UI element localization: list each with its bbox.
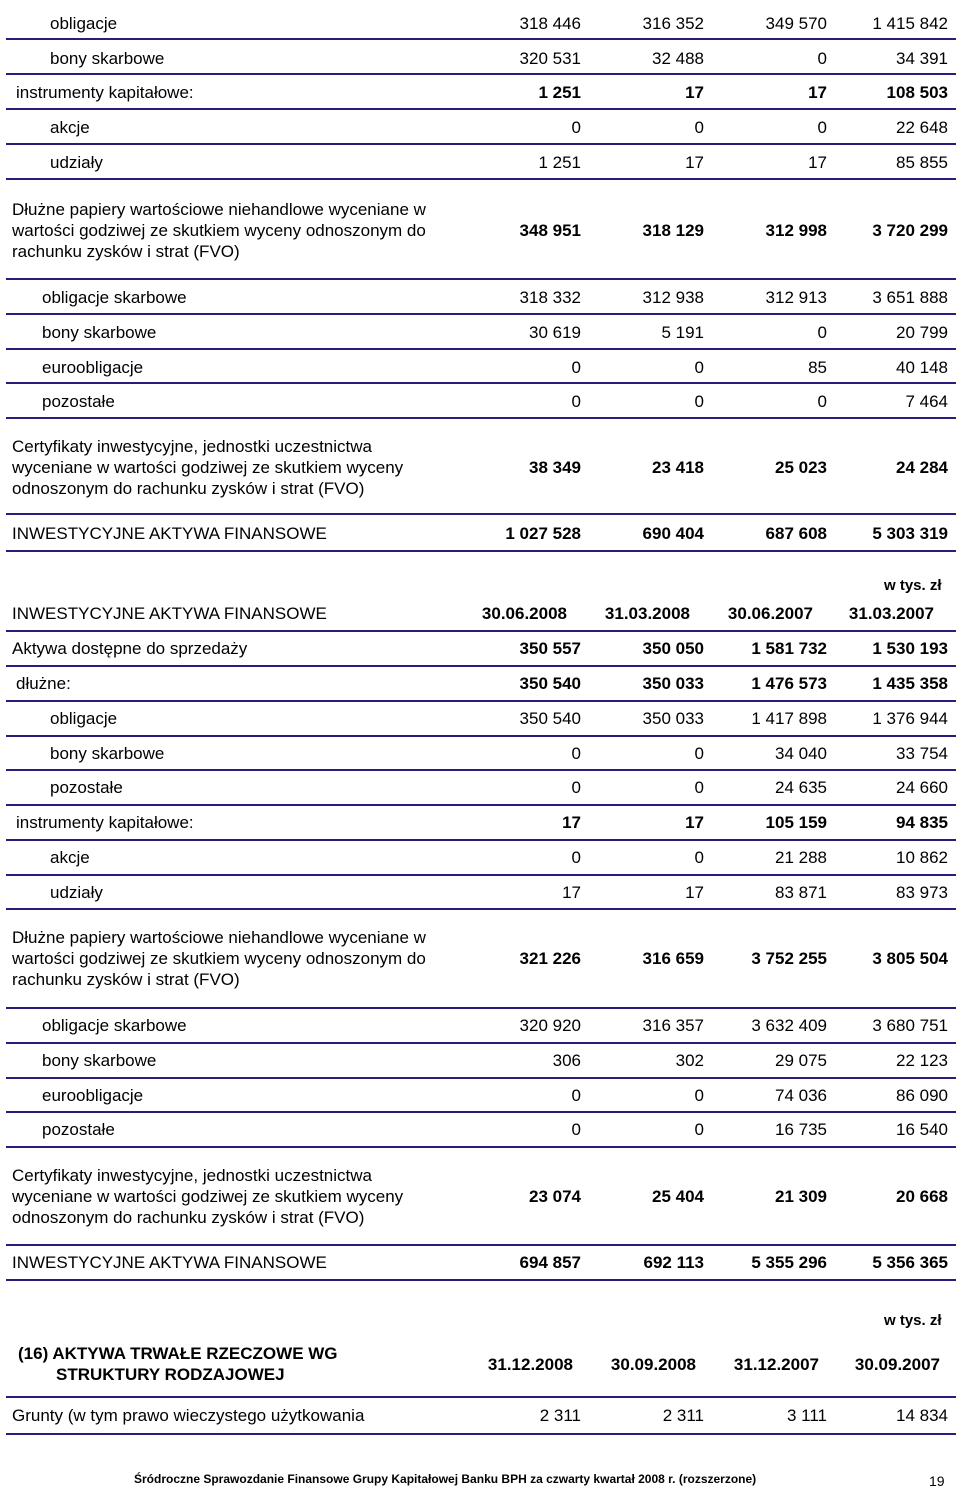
row-label: obligacje: [50, 13, 118, 33]
row-label: Aktywa dostępne do sprzedaży: [12, 639, 248, 658]
value-cell: 0: [571, 392, 581, 411]
table-row: [6, 876, 956, 910]
row-label: udziały: [50, 153, 103, 172]
table-row: [6, 8, 956, 40]
value-cell: 0: [571, 778, 581, 797]
value-cell: 312 938: [642, 288, 704, 307]
value-cell: 94 835: [896, 813, 948, 832]
row-label-line: STRUKTURY RODZAJOWEJ: [56, 1365, 285, 1384]
value-cell: 3 805 504: [872, 949, 948, 968]
table-row: [6, 702, 956, 737]
row-label: instrumenty kapitałowe:: [16, 83, 194, 102]
value-cell: 22 648: [896, 118, 948, 137]
value-cell: 320 920: [519, 1016, 581, 1035]
table-row: [6, 737, 956, 771]
value-cell: 5 191: [661, 323, 704, 342]
value-cell: 85: [808, 357, 827, 377]
value-cell: 0: [571, 357, 581, 377]
value-cell: 31.03.2007: [848, 603, 934, 623]
value-cell: 34 391: [896, 48, 948, 68]
value-cell: 1 435 358: [872, 674, 948, 693]
value-cell: 32 488: [652, 48, 704, 68]
value-cell: 3 720 299: [872, 220, 948, 240]
table-row: [6, 806, 956, 841]
value-cell: 306: [552, 1051, 581, 1070]
value-cell: 30.06.2007: [727, 603, 813, 623]
value-cell: 0: [571, 1120, 581, 1139]
value-cell: 31.12.2008: [487, 1354, 573, 1374]
row-label: udziały: [50, 882, 103, 902]
table-header: [6, 596, 956, 632]
row-label: pozostałe: [42, 1120, 115, 1139]
value-cell: 108 503: [886, 83, 948, 102]
value-cell: 86 090: [896, 1085, 948, 1105]
row-label: Dłużne papiery wartościowe niehandlowe wyceniane w wartości godziwej ze skutkiem wyceny odnoszonym do rachunku zysków i strat (FVO): [12, 928, 426, 989]
table-row: [6, 667, 956, 702]
value-cell: 10 862: [896, 848, 948, 867]
table-row: [6, 352, 956, 384]
row-label: akcje: [50, 848, 90, 867]
table-row: [6, 147, 956, 180]
value-cell: 23 074: [529, 1186, 581, 1206]
table-row: [6, 386, 956, 419]
value-cell: 0: [571, 1085, 581, 1105]
table-row: [6, 1113, 956, 1148]
value-cell: 21 288: [775, 848, 827, 867]
value-cell: 21 309: [775, 1186, 827, 1206]
value-cell: 694 857: [519, 1253, 581, 1272]
value-cell: 83 871: [775, 882, 827, 902]
value-cell: 0: [817, 392, 827, 411]
row-label: Certyfikaty inwestycyjne, jednostki uczestnictwa wyceniane w wartości godziwej ze skutkiem wyceny odnoszonym do rachunku zysków i strat (FVO): [12, 1165, 404, 1227]
value-cell: 24 660: [896, 778, 948, 797]
value-cell: 302: [675, 1051, 704, 1070]
row-label: Dłużne papiery wartościowe niehandlowe wyceniane w wartości godziwej ze skutkiem wyceny odnoszonym do rachunku zysków i strat (FVO): [12, 199, 426, 261]
value-cell: 0: [694, 743, 704, 763]
value-cell: 0: [817, 323, 827, 342]
value-cell: 690 404: [642, 524, 704, 543]
value-cell: 1 027 528: [505, 524, 581, 543]
value-cell: 24 284: [896, 457, 948, 477]
value-cell: 321 226: [519, 949, 581, 968]
value-cell: 31.03.2008: [604, 603, 690, 623]
value-cell: 1 376 944: [872, 709, 948, 728]
table-row: [6, 1398, 956, 1435]
row-label: dłużne:: [16, 674, 71, 693]
value-cell: 3 680 751: [872, 1016, 948, 1035]
value-cell: 16 540: [896, 1120, 948, 1139]
value-cell: 0: [694, 1120, 704, 1139]
table-row: [6, 771, 956, 806]
value-cell: 20 668: [896, 1186, 948, 1206]
row-label: bony skarbowe: [50, 48, 165, 68]
value-cell: 3 632 409: [751, 1016, 827, 1035]
row-label: obligacje skarbowe: [42, 1016, 187, 1035]
value-cell: 25 404: [652, 1186, 704, 1206]
value-cell: 31.12.2007: [733, 1354, 819, 1374]
row-label: Certyfikaty inwestycyjne, jednostki uczestnictwa wyceniane w wartości godziwej ze skutkiem wyceny odnoszonym do rachunku zysków i strat (FVO): [12, 436, 404, 498]
table-row: [6, 1079, 956, 1113]
row-label: instrumenty kapitałowe:: [16, 813, 194, 832]
table-row: [6, 43, 956, 75]
row-label-line: (16) AKTYWA TRWAŁE RZECZOWE WG: [18, 1344, 338, 1363]
value-cell: 350 540: [519, 674, 581, 693]
value-cell: 312 998: [765, 220, 827, 240]
value-cell: 1 476 573: [751, 674, 827, 693]
row-label: pozostałe: [50, 778, 123, 797]
value-cell: 17: [685, 153, 704, 172]
value-cell: 2 311: [539, 1406, 581, 1425]
value-cell: 5 355 296: [751, 1253, 827, 1272]
row-label: INWESTYCYJNE AKTYWA FINANSOWE: [12, 524, 327, 543]
value-cell: 1 581 732: [751, 639, 827, 658]
value-cell: 38 349: [529, 457, 581, 477]
value-cell: 350 540: [519, 709, 581, 728]
table-row: [6, 1009, 956, 1044]
value-cell: 0: [571, 118, 581, 137]
value-cell: 5 303 319: [872, 524, 948, 543]
value-cell: 17: [808, 83, 827, 102]
value-cell: 74 036: [775, 1085, 827, 1105]
value-cell: 350 557: [519, 639, 581, 658]
value-cell: 348 951: [519, 220, 581, 240]
table-row: [6, 841, 956, 876]
table-row: [6, 182, 956, 280]
value-cell: 30.09.2008: [610, 1354, 696, 1374]
value-cell: 22 123: [896, 1051, 948, 1070]
value-cell: 0: [571, 743, 581, 763]
value-cell: 16 735: [775, 1120, 827, 1139]
value-cell: 0: [694, 392, 704, 411]
value-cell: 105 159: [765, 813, 827, 832]
table-row: [6, 282, 956, 315]
value-cell: 34 040: [775, 743, 827, 763]
table-row: [6, 77, 956, 110]
row-label: bony skarbowe: [50, 743, 165, 763]
value-cell: 30.06.2008: [481, 603, 567, 623]
value-cell: 20 799: [896, 323, 948, 342]
value-cell: 0: [694, 118, 704, 137]
value-cell: 3 651 888: [872, 288, 948, 307]
row-label: euroobligacje: [42, 357, 144, 377]
value-cell: 83 973: [896, 882, 948, 902]
value-cell: 30.09.2007: [854, 1354, 940, 1374]
value-cell: 17: [562, 813, 581, 832]
value-cell: 29 075: [775, 1051, 827, 1070]
value-cell: 2 311: [662, 1406, 704, 1425]
row-label: obligacje skarbowe: [42, 288, 187, 307]
value-cell: 5 356 365: [872, 1253, 948, 1272]
value-cell: 320 531: [519, 48, 581, 68]
value-cell: 0: [694, 1085, 704, 1105]
row-label: INWESTYCYJNE AKTYWA FINANSOWE: [12, 1253, 327, 1272]
value-cell: 0: [694, 357, 704, 377]
row-label: [6, 1332, 446, 1396]
value-cell: 318 446: [519, 13, 581, 33]
value-cell: 687 608: [765, 524, 827, 543]
table-row: [6, 1148, 956, 1246]
value-cell: 316 352: [642, 13, 704, 33]
value-cell: 350 050: [642, 639, 704, 658]
value-cell: 85 855: [896, 153, 948, 172]
value-cell: 17: [685, 83, 704, 102]
table-row: [6, 1044, 956, 1079]
table-header: [6, 1332, 956, 1398]
value-cell: 17: [685, 813, 704, 832]
unit-label-bottom: w tys. zł: [884, 1312, 942, 1329]
value-cell: 318 332: [519, 288, 581, 307]
value-cell: 350 033: [642, 709, 704, 728]
value-cell: 14 834: [896, 1406, 948, 1425]
value-cell: 17: [808, 153, 827, 172]
value-cell: 23 418: [652, 457, 704, 477]
table-row: [6, 112, 956, 145]
value-cell: 316 659: [642, 949, 704, 968]
value-cell: 350 033: [642, 674, 704, 693]
value-cell: 3 111: [786, 1406, 827, 1425]
table-row: [6, 421, 956, 515]
row-label: bony skarbowe: [42, 323, 157, 342]
value-cell: 318 129: [642, 220, 704, 240]
unit-label-middle: w tys. zł: [884, 577, 942, 594]
value-cell: 0: [694, 848, 704, 867]
row-label: obligacje: [50, 709, 118, 728]
value-cell: 1 251: [538, 83, 581, 102]
value-cell: 0: [817, 48, 827, 68]
table-row: [6, 317, 956, 350]
footer-text: Śródroczne Sprawozdanie Finansowe Grupy Kapitałowej Banku BPH za czwarty kwartał 2008 r. (rozszerzone): [134, 1472, 757, 1486]
value-cell: 7 464: [905, 392, 948, 411]
value-cell: 1 251: [538, 153, 581, 172]
value-cell: 1 530 193: [872, 639, 948, 658]
value-cell: 33 754: [896, 743, 948, 763]
value-cell: 30 619: [529, 323, 581, 342]
value-cell: 25 023: [775, 457, 827, 477]
page-number: 19: [929, 1473, 945, 1489]
value-cell: 40 148: [896, 357, 948, 377]
row-label: INWESTYCYJNE AKTYWA FINANSOWE: [12, 603, 327, 623]
row-label: Grunty (w tym prawo wieczystego użytkowania: [12, 1406, 365, 1425]
value-cell: 0: [694, 778, 704, 797]
row-label: akcje: [50, 118, 90, 137]
row-label: euroobligacje: [42, 1085, 144, 1105]
value-cell: 0: [817, 118, 827, 137]
row-label: bony skarbowe: [42, 1051, 157, 1070]
table-row: [6, 632, 956, 667]
value-cell: 349 570: [765, 13, 827, 33]
value-cell: 24 635: [775, 778, 827, 797]
value-cell: 0: [571, 848, 581, 867]
value-cell: 312 913: [765, 288, 827, 307]
value-cell: 3 752 255: [751, 949, 827, 968]
table-row: [6, 1246, 956, 1281]
value-cell: 316 357: [642, 1016, 704, 1035]
table-row: [6, 517, 956, 552]
value-cell: 1 415 842: [872, 13, 948, 33]
row-label: pozostałe: [42, 392, 115, 411]
table-row: [6, 910, 956, 1009]
value-cell: 17: [562, 882, 581, 902]
value-cell: 692 113: [643, 1253, 704, 1272]
value-cell: 17: [685, 882, 704, 902]
value-cell: 1 417 898: [751, 709, 827, 728]
